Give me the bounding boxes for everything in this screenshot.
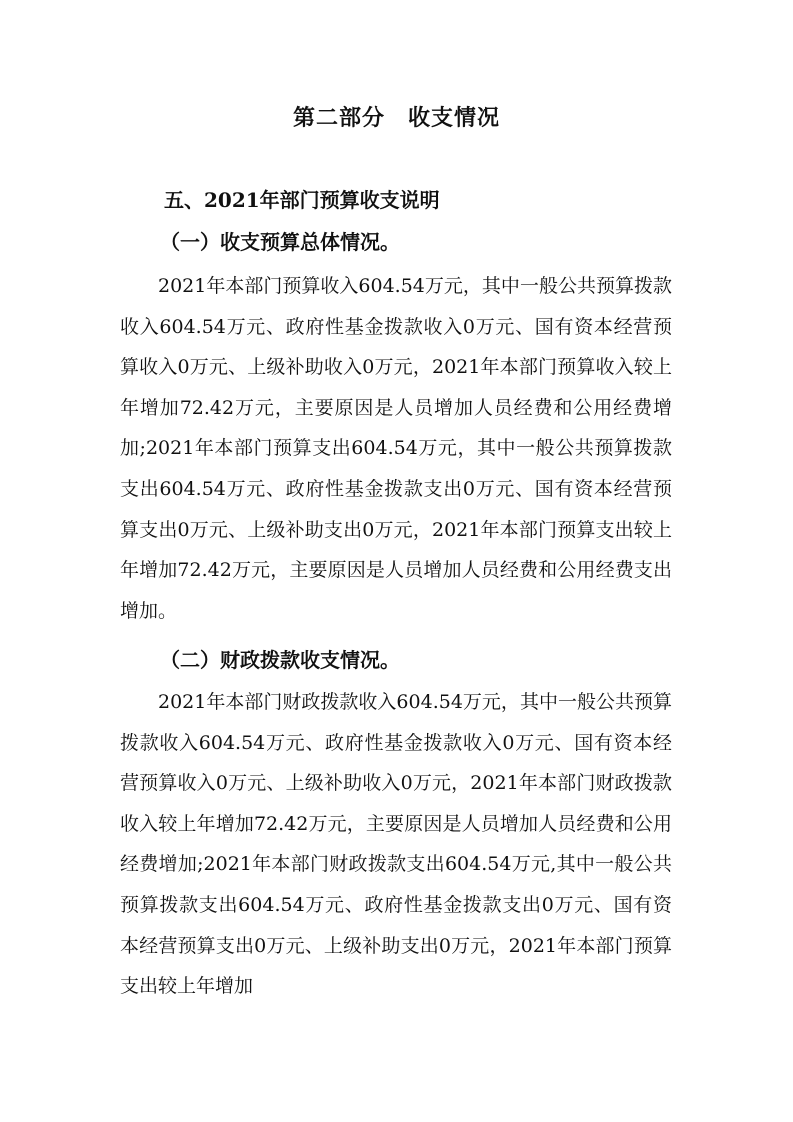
part-title: 第二部分 收支情况: [292, 105, 500, 131]
subsection-heading-2: （二）财政拨款收支情况。: [160, 648, 400, 672]
section-heading: 五、2021年部门预算收支说明: [164, 188, 440, 212]
subsection-heading-1: （一）收支预算总体情况。: [160, 230, 400, 254]
subsection-body-2: 2021年本部门财政拨款收入604.54万元，其中一般公共预算拨款收入604.54万元、政府性基金拨款收入0万元、国有资本经营预算收入0万元、上级补助收入0万元，2021年本部门财政拨款收入较上年增加72.42万元，主要原因是人员增加人员经费和公用经费增加;2021年本部门财政拨款支出604.54万元,其中一般公共预算拨款支出604.54万元、政府性基金拨款支出0万元、国有资本经营预算支出0万元、上级补助支出0万元，2021年本部门预算支出较上年增加: [120, 691, 672, 998]
subsection-body-1: 2021年本部门预算收入604.54万元，其中一般公共预算拨款收入604.54万元、政府性基金拨款收入0万元、国有资本经营预算收入0万元、上级补助收入0万元，2021年本部门预算收入较上年增加72.42万元，主要原因是人员增加人员经费和公用经费增加;2021年本部门预算支出604.54万元，其中一般公共预算拨款支出604.54万元、政府性基金拨款支出0万元、国有资本经营预算支出0万元、上级补助支出0万元，2021年本部门预算支出较上年增加72.42万元，主要原因是人员增加人员经费和公用经费支出增加。: [120, 275, 672, 622]
